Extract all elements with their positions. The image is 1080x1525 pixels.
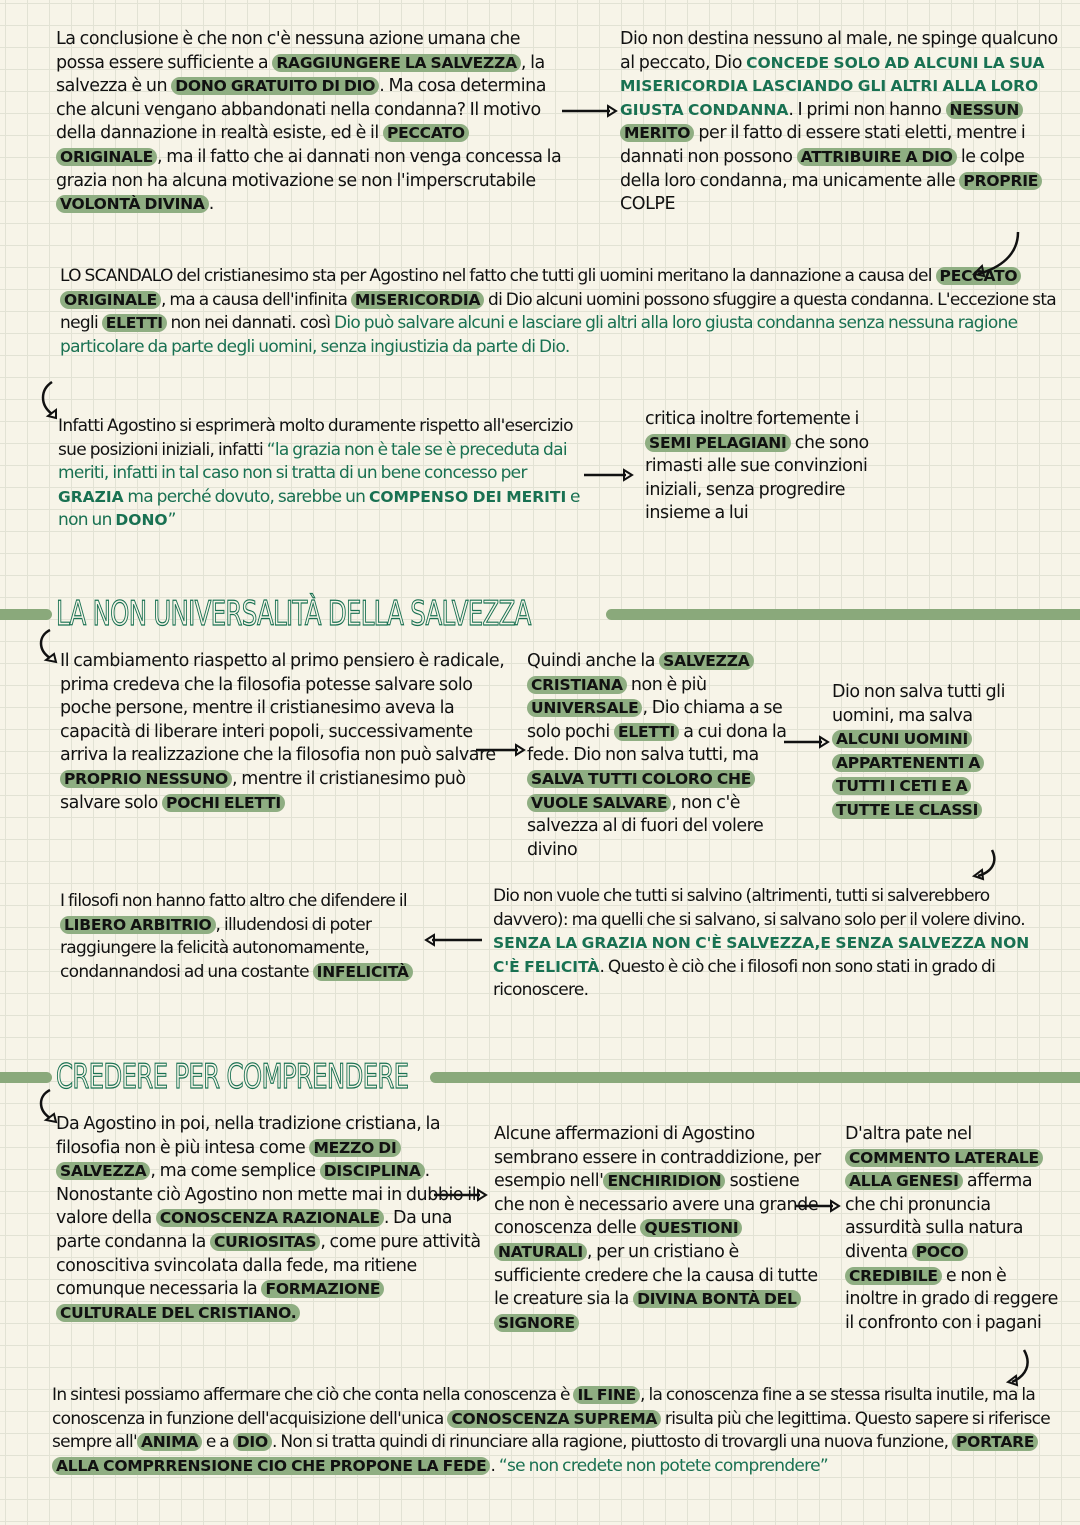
heading-bar-right	[606, 609, 1080, 620]
arrow-right-icon	[795, 1199, 841, 1213]
highlighted-term: COMMENTO LATERALE ALLA GENESI	[845, 1149, 1043, 1191]
text-run: e non è inoltre in grado di reggere il confronto con i pagani	[845, 1265, 1058, 1333]
green-text: CONCEDE SOLO AD ALCUNI LA SUA MISERICORDIA LASCIANDO GLI ALTRI ALLA LORO GIUSTA CONDANNA	[620, 53, 1045, 119]
text-run: COLPE	[620, 194, 676, 215]
text-run: . Nonostante ciò Agostino non mette mai in dubbio il valore della	[56, 1161, 477, 1229]
text-run: e a	[202, 1432, 233, 1453]
highlighted-term: MISERICORDIA	[351, 291, 484, 309]
text-run: che sono rimasti alle sue convinzioni iniziali, senza progredire insieme a lui	[645, 432, 869, 524]
note-critica-inoltre	[645, 408, 895, 526]
text-run: , mentre il cristianesimo può salvare solo	[60, 768, 466, 813]
highlighted-term: POCHI ELETTI	[162, 794, 285, 812]
text-run: , ma a causa dell'infinita	[161, 289, 351, 310]
text-run: non nei dannati. così	[166, 313, 334, 334]
arrow-right-icon	[562, 104, 618, 118]
text-run: le colpe della loro condanna, ma unicamente alle	[620, 146, 1025, 191]
text-run: D'altra pate nel	[845, 1124, 972, 1144]
highlighted-term: CONOSCENZA RAZIONALE	[156, 1209, 384, 1227]
arrow-right-icon	[434, 1188, 488, 1202]
highlighted-term: PECCATO ORIGINALE	[56, 124, 469, 166]
curved-arrow-icon	[36, 1088, 66, 1124]
highlighted-term: DISCIPLINA	[320, 1162, 425, 1180]
highlighted-term: RAGGIUNGERE LA SALVEZZA	[272, 54, 521, 72]
curved-arrow-icon	[1004, 1348, 1034, 1388]
arrow-right-icon	[476, 743, 526, 757]
green-text: COMPENSO DEI MERITI	[368, 487, 567, 506]
note-dio-non-vuole	[493, 885, 1033, 1003]
text-run: , per un cristiano è sufficiente credere che la causa di tutte le creature sia la	[494, 1241, 818, 1310]
text-run: .	[490, 1455, 499, 1476]
curved-arrow-icon	[36, 628, 66, 664]
highlighted-term: ANIMA	[137, 1433, 202, 1451]
note-filosofi	[60, 890, 420, 984]
text-run: LO SCANDALO del cristianesimo sta per Agostino nel fatto che tutti gli uomini meritano la dannazione a causa del	[60, 266, 936, 286]
heading-title: LA NON UNIVERSALITÀ DELLA SALVEZZA	[56, 594, 531, 634]
highlighted-term: SALVA TUTTI COLORO CHE VUOLE SALVARE	[527, 770, 755, 812]
note-dio-non-salva	[832, 681, 1007, 823]
text-run: sostiene che non è necessario avere una grande conoscenza delle	[494, 1171, 819, 1239]
green-text: GRAZIA	[58, 487, 124, 506]
highlighted-term: SEMI PELAGIANI	[645, 434, 791, 452]
highlighted-term: DIVINA BONTÀ DEL SIGNORE	[494, 1290, 801, 1332]
text-run: , la salvezza è un	[56, 52, 545, 97]
text-run: , ma come semplice	[150, 1161, 320, 1182]
green-text: DONO	[115, 511, 168, 530]
text-run: . Ma cosa determina che alcuni vengano abbandonati nella condanna? Il motivo della dannazione in realtà esiste, ed è il	[56, 76, 547, 144]
highlighted-term: NESSUN MERITO	[620, 101, 1023, 143]
text-run: afferma che chi pronuncia assurdità sulla natura diventa	[845, 1171, 1033, 1262]
note-cambiamento	[60, 650, 505, 815]
text-run: di Dio alcuni uomini possono sfuggire a questa condanna. L'eccezione sta negli	[60, 289, 1057, 334]
text-run: . Non si tratta quindi di rinunciare alla ragione, piuttosto di trovargli una nuova funzione,	[271, 1432, 952, 1453]
highlighted-term: ALCUNI UOMINI APPARTENENTI A TUTTI I CETI E A TUTTE LE CLASSI	[832, 730, 984, 819]
text-run: I filosofi non hanno fatto altro che difendere il	[60, 891, 407, 911]
text-run: Dio non vuole che tutti si salvino (altrimenti, tutti si salverebbero davvero): ma quelli che si salvano, si salvano solo per il volere divino.	[493, 886, 1025, 930]
green-text: “la grazia non è tale se è preceduta dai meriti, infatti in tal caso non si tratta di un bene concesso per	[58, 439, 567, 484]
highlighted-term: ELETTI	[614, 723, 679, 741]
note-dio-non-destina	[620, 28, 1060, 217]
text-run: Dio non salva tutti gli uomini, ma salva	[832, 682, 1005, 726]
text-run: Da Agostino in poi, nella tradizione cristiana, la filosofia non è più intesa come	[56, 1114, 441, 1158]
text-run: Il cambiamento riaspetto al primo pensiero è radicale, prima credeva che la filosofia potesse salvare solo poche persone, mentre il cristianesimo aveva la capacità di liberare interi popoli, successivamente arriva la realizzazione che la filosofia non può salvare	[60, 651, 505, 766]
arrow-right-icon	[784, 735, 830, 749]
note-conclusione	[56, 28, 571, 217]
text-run: per il fatto di essere stati eletti, mentre i dannati non possono	[620, 123, 1026, 167]
green-text: ”	[167, 510, 176, 531]
text-run: , come pure attività conoscitiva svincolata dalla fede, ma ritiene comunque necessaria la	[56, 1231, 481, 1300]
highlighted-term: UNIVERSALE	[527, 699, 642, 717]
section-heading-non-universalita	[0, 592, 1080, 636]
text-run: Dio non destina nessuno al male, ne spinge qualcuno al peccato, Dio	[620, 29, 1058, 73]
text-run: .	[208, 194, 214, 215]
highlighted-term: IL FINE	[573, 1386, 640, 1404]
text-run: Quindi anche la	[527, 651, 660, 671]
note-da-agostino	[56, 1113, 481, 1325]
curved-arrow-icon	[38, 380, 68, 420]
highlighted-term: PROPRIO NESSUNO	[60, 770, 232, 788]
text-run: , Dio chiama a se solo pochi	[527, 698, 783, 742]
text-run: In sintesi possiamo affermare che ciò che conta nella conoscenza è	[52, 1385, 574, 1405]
text-run: , illudendosi di poter raggiungere la felicità autonomamente, condannandosi ad una costante	[60, 914, 372, 982]
highlighted-term: PECCATO ORIGINALE	[60, 267, 1021, 309]
note-quindi-anche	[527, 650, 792, 862]
text-run: , non c'è salvezza al di fuori del volere divino	[527, 792, 764, 860]
green-text: ma perché dovuto, sarebbe un	[123, 486, 369, 507]
highlighted-term: LIBERO ARBITRIO	[60, 916, 216, 934]
arrow-left-icon	[424, 933, 484, 947]
curved-arrow-icon	[970, 848, 1000, 882]
text-run: . Da una parte condanna la	[56, 1208, 453, 1252]
heading-bar-right	[430, 1072, 1080, 1083]
highlighted-term: INFELICITÀ	[313, 963, 413, 981]
green-text: e non un	[58, 486, 580, 531]
text-run: Infatti Agostino si esprimerà molto duramente rispetto all'esercizio sue posizioni iniziali, infatti	[58, 416, 573, 460]
highlighted-term: PORTARE ALLA COMPRRENSIONE CIO CHE PROPONE LA FEDE	[52, 1433, 1038, 1475]
highlighted-term: VOLONTÀ DIVINA	[56, 195, 209, 213]
note-scandalo	[60, 265, 1060, 359]
curved-arrow-icon	[970, 230, 1025, 280]
highlighted-term: POCO CREDIBILE	[845, 1243, 968, 1285]
highlighted-term: DONO GRATUITO DI DIO	[171, 77, 379, 95]
note-daltra-parte	[845, 1123, 1060, 1335]
text-run: Alcune affermazioni di Agostino sembrano essere in contraddizione, per esempio nell'	[494, 1124, 821, 1192]
highlighted-term: ATTRIBUIRE A DIO	[797, 148, 957, 166]
highlighted-term: PROPRIE	[959, 172, 1042, 190]
highlighted-term: MEZZO DI SALVEZZA	[56, 1139, 401, 1181]
note-in-sintesi	[52, 1384, 1052, 1478]
text-run: . I primi non hanno	[788, 99, 946, 120]
text-run: critica inoltre fortemente i	[645, 409, 859, 429]
note-alcune-affermazioni	[494, 1123, 824, 1335]
highlighted-term: FORMAZIONE CULTURALE DEL CRISTIANO.	[56, 1280, 384, 1322]
text-run: La conclusione è che non c'è nessuna azione umana che possa essere sufficiente a	[56, 29, 521, 73]
text-run: , ma il fatto che ai dannati non venga concessa la grazia non ha alcuna motivazione se non l'imperscrutabile	[56, 146, 562, 191]
green-text: “se non credete non potete comprendere”	[498, 1455, 828, 1476]
green-text: SENZA LA GRAZIA NON C'È SALVEZZA,E SENZA SALVEZZA NON C'È FELICITÀ	[493, 934, 1030, 976]
text-run: risulta più che legittima. Questo sapere si riferisce sempre all'	[52, 1408, 1051, 1453]
highlighted-term: CURIOSITAS	[210, 1233, 320, 1251]
highlighted-term: ENCHIRIDION	[603, 1172, 725, 1190]
arrow-right-icon	[584, 468, 634, 482]
green-text: Dio può salvare alcuni e lasciare gli altri alla loro giusta condanna senza nessuna ragione particolare da parte degli uomini, senza ingiustizia da parte di Dio.	[60, 313, 1018, 357]
text-run: non è più	[626, 674, 707, 695]
text-run: , la conoscenza fine a se stessa risulta inutile, ma la conoscenza in funzione dell'acquisizione dell'unica	[52, 1385, 1036, 1429]
note-infatti-agostino	[58, 415, 583, 533]
highlighted-term: CONOSCENZA SUPREMA	[447, 1410, 661, 1428]
highlighted-term: DIO	[233, 1433, 272, 1451]
heading-title: CREDERE PER COMPRENDERE	[56, 1057, 409, 1097]
text-run: . Questo è ciò che i filosofi non sono stati in grado di riconoscere.	[493, 956, 996, 1001]
highlighted-term: SALVEZZA CRISTIANA	[527, 652, 754, 694]
highlighted-term: ELETTI	[102, 314, 167, 332]
heading-bar-left	[0, 1072, 52, 1083]
highlighted-term: QUESTIONI NATURALI	[494, 1219, 742, 1261]
section-heading-credere	[0, 1055, 1080, 1099]
text-run: a cui dona la fede. Dio non salva tutti, ma	[527, 721, 787, 766]
heading-bar-left	[0, 609, 52, 620]
